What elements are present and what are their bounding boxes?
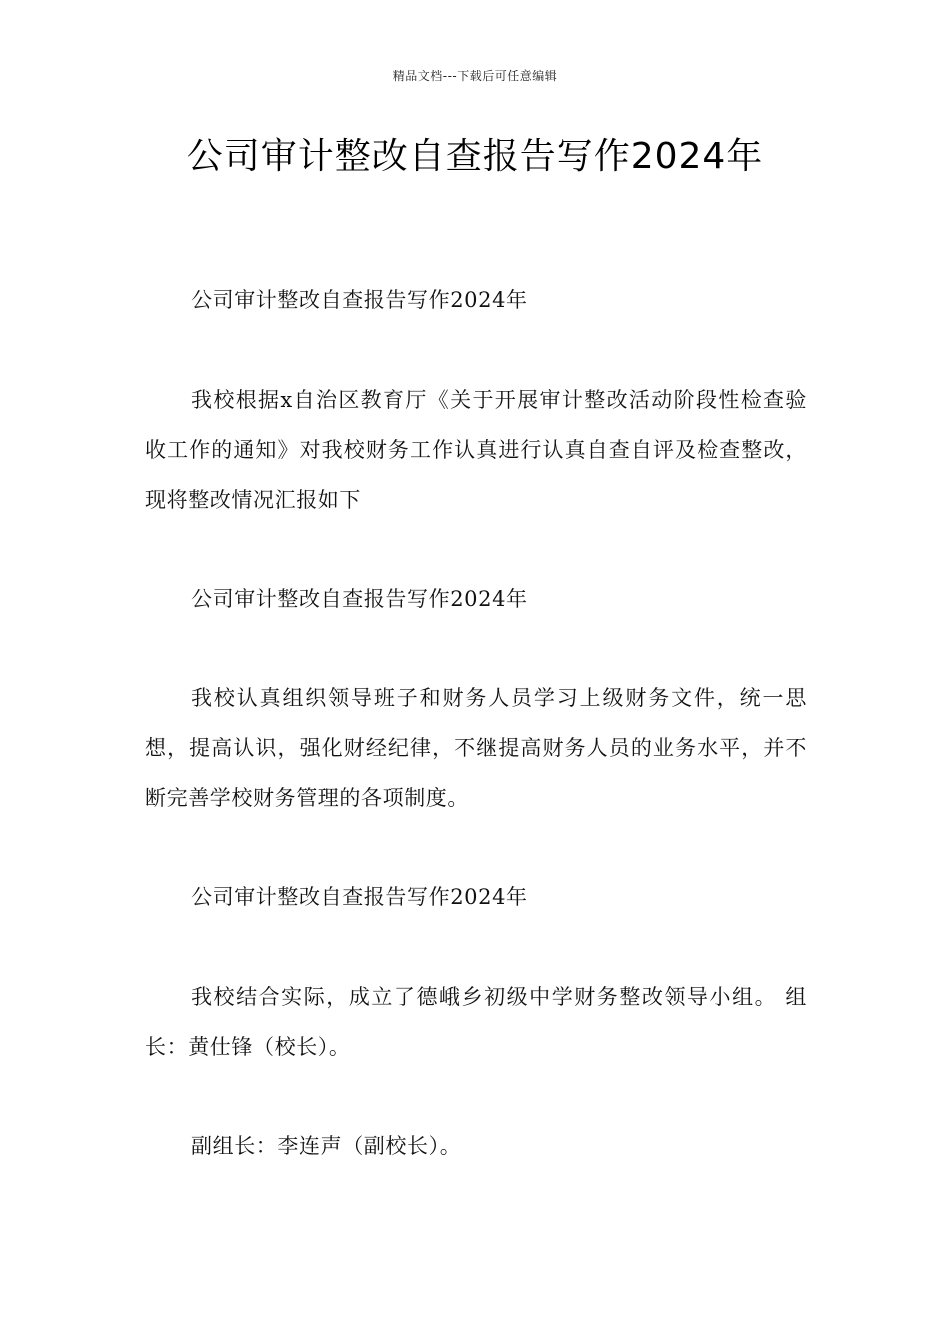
paragraph-3: 我校结合实际，成立了德峨乡初级中学财务整改领导小组。 组长：黄仕锋（校长）。 (145, 985, 807, 1059)
paragraph-4: 副组长：李连声（副校长）。 (191, 1134, 462, 1158)
document-title: 公司审计整改自查报告写作2024年 (186, 136, 764, 177)
section-heading-1: 公司审计整改自查报告写作2024年 (191, 288, 528, 312)
section-heading-3: 公司审计整改自查报告写作2024年 (191, 885, 528, 909)
header-note: 精品文档---下载后可任意编辑 (392, 69, 558, 83)
section-heading-2: 公司审计整改自查报告写作2024年 (191, 587, 528, 611)
paragraph-2: 我校认真组织领导班子和财务人员学习上级财务文件，统一思想，提高认识，强化财经纪律，不继提高财务人员的业务水平，并不断完善学校财务管理的各项制度。 (145, 686, 807, 810)
paragraph-1: 我校根据x自治区教育厅《关于开展审计整改活动阶段性检查验收工作的通知》对我校财务工作认真进行认真自查自评及检查整改，现将整改情况汇报如下 (145, 388, 807, 512)
